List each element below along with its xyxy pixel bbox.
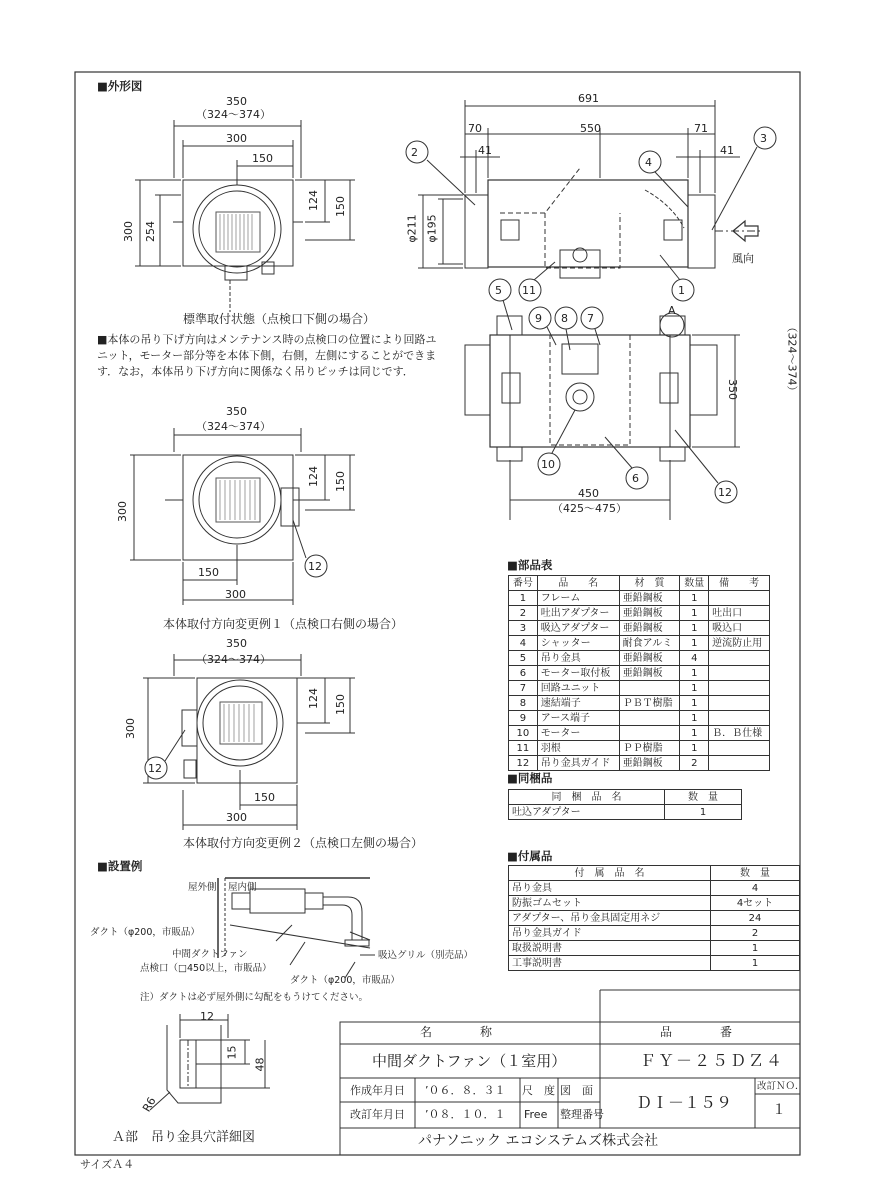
section-accessories: ■付属品: [507, 849, 553, 863]
table-row: [509, 896, 800, 911]
dim-41-left: 41: [478, 144, 492, 157]
dim-350-range: （324～374）: [196, 108, 271, 121]
dim-150-v3: 150: [254, 791, 275, 804]
top-view: [465, 313, 740, 520]
parts-header-cell: 材 質: [619, 576, 680, 591]
parts-cell: [619, 726, 680, 741]
accessory-cell: 吊り金具: [509, 881, 711, 896]
drawing-number: ＤＩ－１５９: [636, 1093, 733, 1112]
dim-150: 150: [252, 152, 273, 165]
bundled-item: 吐込アダプター: [509, 805, 665, 820]
parts-cell: 回路ユニット: [537, 681, 619, 696]
parts-cell: 耐食アルミ: [619, 636, 680, 651]
dim-d195: φ195: [425, 214, 439, 243]
install-fan: 中間ダクトファン: [172, 949, 248, 960]
table-row: [509, 666, 770, 681]
parts-cell: [709, 696, 770, 711]
dim-h150-v2: 150: [334, 471, 347, 492]
table-row: [509, 805, 742, 820]
parts-cell: Ｂ．Ｂ仕様: [709, 726, 770, 741]
parts-cell: 1: [680, 591, 709, 606]
parts-cell: 吸込アダプター: [537, 621, 619, 636]
parts-cell: 1: [680, 741, 709, 756]
table-row: [509, 711, 770, 726]
dim-691: 691: [578, 92, 599, 105]
callout-5: 5: [495, 284, 502, 297]
parts-cell: 1: [680, 606, 709, 621]
front-view-standard: [135, 120, 355, 312]
parts-cell: 速結端子: [537, 696, 619, 711]
parts-cell: 10: [509, 726, 538, 741]
parts-cell: 1: [509, 591, 538, 606]
dim-h124: 124: [307, 190, 320, 211]
parts-header-cell: 品 名: [537, 576, 619, 591]
parts-cell: [709, 756, 770, 771]
parts-cell: 1: [680, 681, 709, 696]
parts-table-header: [509, 576, 770, 591]
dim-350: 350: [226, 95, 247, 108]
accessories-header-qty: 数 量: [711, 866, 800, 881]
drawing-label: 図 面: [560, 1084, 593, 1097]
front-view-left: [143, 654, 355, 830]
accessory-cell: 吊り金具ガイド: [509, 926, 711, 941]
parts-cell: ＰＢＴ樹脂: [619, 696, 680, 711]
parts-cell: [709, 741, 770, 756]
callout-12b: 12: [308, 560, 322, 573]
rev-number: １: [772, 1102, 786, 1118]
dim-350-v2: 350: [226, 405, 247, 418]
accessory-cell: 4: [711, 881, 800, 896]
table-row: [509, 726, 770, 741]
parts-cell: 4: [509, 636, 538, 651]
callout-2: 2: [411, 146, 418, 159]
dim-h150-v3: 150: [334, 694, 347, 715]
parts-cell: [709, 666, 770, 681]
mark-a: A: [668, 304, 676, 317]
table-row: [509, 681, 770, 696]
title-block-frame: [340, 990, 800, 1155]
parts-cell: 11: [509, 741, 538, 756]
dim-r6: R6: [140, 1094, 159, 1115]
dim-h254: 254: [144, 221, 157, 242]
rev-label: 改訂ＮＯ．: [757, 1081, 805, 1092]
accessory-cell: 2: [711, 926, 800, 941]
accessory-cell: 防振ゴムセット: [509, 896, 711, 911]
parts-cell: [709, 591, 770, 606]
table-row: [509, 636, 770, 651]
dim-71: 71: [694, 122, 708, 135]
accessory-cell: 4セット: [711, 896, 800, 911]
caption-view2: 本体取付方向変更例１（点検口右側の場合）: [163, 617, 404, 631]
dim-300-v3: 300: [226, 811, 247, 824]
parts-cell: シャッター: [537, 636, 619, 651]
table-row: [509, 606, 770, 621]
table-row: [509, 956, 800, 971]
bundled-header-qty: 数 量: [665, 790, 742, 805]
parts-cell: 逆流防止用: [709, 636, 770, 651]
dim-350-range-v2: （324～374）: [196, 420, 271, 433]
paper-size: サイズＡ４: [80, 1158, 135, 1171]
parts-cell: 1: [680, 696, 709, 711]
parts-cell: 5: [509, 651, 538, 666]
front-view-right: [130, 428, 355, 605]
parts-cell: 8: [509, 696, 538, 711]
table-row: [509, 591, 770, 606]
scale-label: 尺 度: [522, 1084, 555, 1097]
install-outdoor: 屋外側: [188, 882, 217, 893]
callout-4: 4: [645, 156, 652, 169]
install-duct-indoor: ダクト（φ200，市販品）: [290, 975, 400, 986]
section-install: ■設置例: [97, 859, 143, 873]
parts-cell: 6: [509, 666, 538, 681]
bundled-table: [508, 789, 742, 820]
callout-7: 7: [587, 312, 594, 325]
dim-h300-v2: 300: [116, 501, 129, 522]
accessory-cell: アダプター、吊り金具固定用ネジ: [509, 911, 711, 926]
dim-350-v3: 350: [226, 637, 247, 650]
parts-cell: 吐出アダプター: [537, 606, 619, 621]
parts-cell: 亜鉛鋼板: [619, 666, 680, 681]
table-row: [509, 941, 800, 956]
parts-cell: モーター取付板: [537, 666, 619, 681]
created-label: 作成年月日: [350, 1084, 405, 1097]
table-row: [509, 741, 770, 756]
dim-300-v2: 300: [225, 588, 246, 601]
parts-cell: 亜鉛鋼板: [619, 606, 680, 621]
title-number-label: 品 番: [660, 1025, 733, 1039]
parts-cell: 2: [509, 606, 538, 621]
accessories-header-name: 付 属 品 名: [509, 866, 711, 881]
dim-550: 550: [580, 122, 601, 135]
dim-h300: 300: [122, 221, 135, 242]
parts-cell: 9: [509, 711, 538, 726]
parts-cell: 亜鉛鋼板: [619, 621, 680, 636]
dim-h124-v2: 124: [307, 466, 320, 487]
product-number: ＦＹ－２５ＤＺ４: [640, 1051, 785, 1070]
install-note: 注）ダクトは必ず屋外側に勾配をもうけてください。: [140, 992, 369, 1003]
table-row: [509, 651, 770, 666]
parts-cell: 3: [509, 621, 538, 636]
callout-8: 8: [561, 312, 568, 325]
table-row: [509, 756, 770, 771]
parts-header-cell: 数量: [680, 576, 709, 591]
table-row: [509, 621, 770, 636]
bundled-qty: 1: [665, 805, 742, 820]
parts-cell: [709, 681, 770, 696]
parts-cell: 7: [509, 681, 538, 696]
accessory-cell: 24: [711, 911, 800, 926]
callout-1: 1: [678, 284, 685, 297]
accessory-cell: 1: [711, 941, 800, 956]
dim-h150: 150: [334, 196, 347, 217]
parts-cell: 1: [680, 636, 709, 651]
accessory-cell: 取扱説明書: [509, 941, 711, 956]
mount-note: ■本体の吊り下げ方向はメンテナンス時の点検口の位置により回路ユニット，モーター部分等を本体下側，右側，左側にすることができます．なお，本体吊り下げ方向に関係なく吊りピッチは同じです．: [97, 333, 437, 378]
parts-cell: 吊り金具ガイド: [537, 756, 619, 771]
wind-direction: 風向: [732, 252, 754, 265]
parts-cell: 吊り金具: [537, 651, 619, 666]
caption-view3: 本体取付方向変更例２（点検口左側の場合）: [183, 836, 424, 850]
parts-cell: 亜鉛鋼板: [619, 756, 680, 771]
parts-cell: アース端子: [537, 711, 619, 726]
dim-d211: φ211: [405, 214, 419, 243]
parts-cell: 羽根: [537, 741, 619, 756]
dim-70: 70: [468, 122, 482, 135]
parts-cell: 1: [680, 726, 709, 741]
bundled-header-name: 同 梱 品 名: [509, 790, 665, 805]
dim-a48: 48: [253, 1057, 267, 1072]
dim-h124-v3: 124: [307, 688, 320, 709]
caption-detail-a: Ａ部 吊り金具穴詳細図: [112, 1130, 256, 1145]
ref-label: 整理番号: [560, 1108, 604, 1121]
dim-300: 300: [226, 132, 247, 145]
callout-11: 11: [522, 284, 536, 297]
table-row: [509, 911, 800, 926]
parts-cell: 吸込口: [709, 621, 770, 636]
dim-a12: 12: [200, 1010, 214, 1023]
detail-a: [150, 1014, 270, 1110]
dim-side-350: 350: [726, 379, 739, 400]
parts-cell: [619, 681, 680, 696]
parts-cell: フレーム: [537, 591, 619, 606]
parts-header-cell: 番号: [509, 576, 538, 591]
parts-header-cell: 備 考: [709, 576, 770, 591]
parts-cell: 2: [680, 756, 709, 771]
section-outline: ■外形図: [97, 79, 143, 93]
revised-date: ’０８．１０．１: [425, 1108, 506, 1121]
parts-cell: モーター: [537, 726, 619, 741]
parts-cell: 亜鉛鋼板: [619, 591, 680, 606]
parts-cell: [709, 651, 770, 666]
dim-450-range: （425～475）: [552, 502, 627, 515]
parts-cell: 1: [680, 666, 709, 681]
accessory-cell: 工事説明書: [509, 956, 711, 971]
install-duct-outdoor: ダクト（φ200，市販品）: [90, 927, 200, 938]
free-scale: Free: [524, 1108, 548, 1121]
section-bundled: ■同梱品: [507, 771, 553, 785]
parts-cell: [709, 711, 770, 726]
dim-41-right: 41: [720, 144, 734, 157]
section-parts: ■部品表: [507, 558, 553, 572]
table-row: [509, 696, 770, 711]
title-name-label: 名 称: [420, 1025, 493, 1039]
dim-side-350-range: （324～374）: [785, 321, 799, 397]
dim-350-range-v3: （324～374）: [196, 653, 271, 666]
callout-12c: 12: [148, 762, 162, 775]
install-grille: 吸込グリル（別売品）: [378, 950, 474, 961]
parts-cell: 4: [680, 651, 709, 666]
parts-cell: 亜鉛鋼板: [619, 651, 680, 666]
table-row: [509, 926, 800, 941]
callout-6: 6: [632, 472, 639, 485]
dim-h300-v3: 300: [124, 718, 137, 739]
caption-view1: 標準取付状態（点検口下側の場合）: [183, 312, 376, 326]
company-name: パナソニック エコシステムズ株式会社: [418, 1133, 659, 1149]
parts-cell: 12: [509, 756, 538, 771]
accessory-cell: 1: [711, 956, 800, 971]
parts-cell: 1: [680, 711, 709, 726]
parts-cell: ＰＰ樹脂: [619, 741, 680, 756]
revised-label: 改訂年月日: [350, 1108, 405, 1121]
table-row: [509, 881, 800, 896]
install-hatch: 点検口（□450以上，市販品）: [140, 963, 272, 974]
created-date: ’０６．８．３１: [425, 1084, 506, 1097]
parts-cell: 1: [680, 621, 709, 636]
parts-cell: [619, 711, 680, 726]
parts-cell: 吐出口: [709, 606, 770, 621]
dim-a15: 15: [225, 1045, 239, 1060]
callout-9: 9: [535, 312, 542, 325]
callout-10: 10: [541, 458, 555, 471]
install-indoor: 屋内側: [228, 882, 257, 893]
callout-12a: 12: [718, 486, 732, 499]
parts-table: [508, 575, 770, 771]
product-name: 中間ダクトファン（１室用）: [372, 1052, 567, 1070]
dim-450: 450: [578, 487, 599, 500]
accessories-table: [508, 865, 800, 971]
callout-3: 3: [760, 132, 767, 145]
dim-150-v2: 150: [198, 566, 219, 579]
